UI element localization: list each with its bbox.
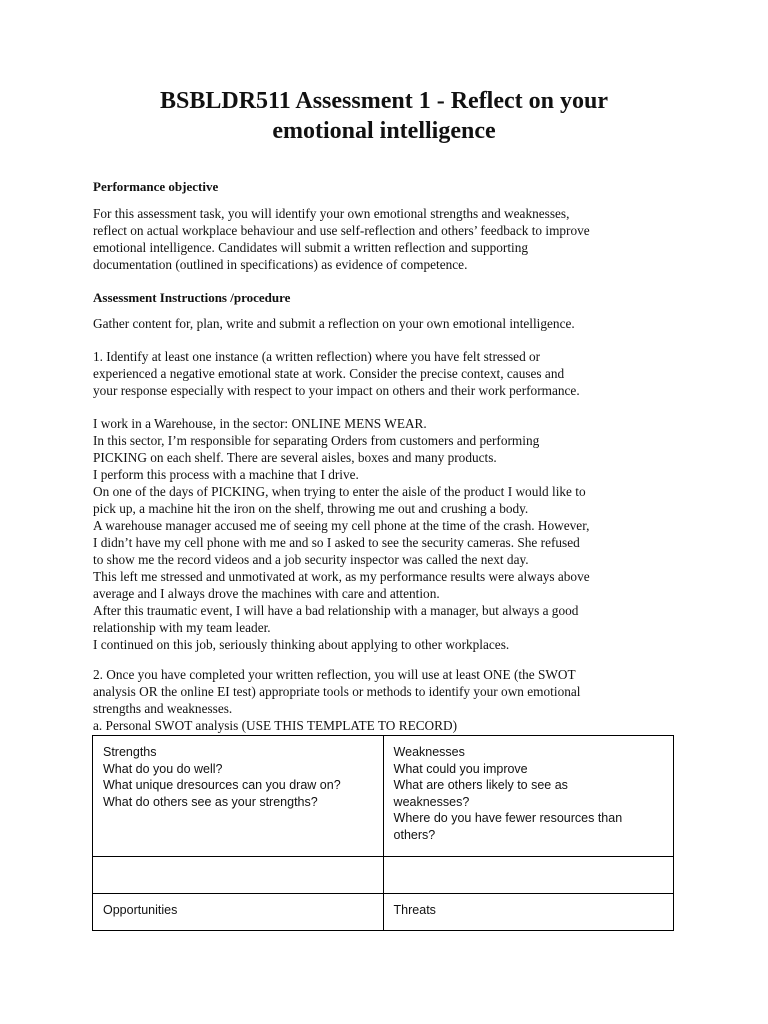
- reflection-line: I work in a Warehouse, in the sector: ONLINE MENS WEAR.: [93, 416, 427, 431]
- paragraph-line: reflect on actual workplace behaviour and use self-reflection and others’ feedback to improve: [93, 223, 590, 238]
- strengths-cell: [93, 736, 384, 857]
- title-line: BSBLDR511 Assessment 1 - Reflect on your: [160, 88, 608, 114]
- reflection-line: average and I always drove the machines with care and attention.: [93, 586, 440, 601]
- strengths-answer-cell[interactable]: [93, 857, 384, 894]
- reflection-line: After this traumatic event, I will have a bad relationship with a manager, but always a good: [93, 603, 579, 618]
- paragraph-line: Gather content for, plan, write and submit a reflection on your own emotional intelligence.: [93, 316, 575, 331]
- weaknesses-prompt: Where do you have fewer resources than: [393, 811, 623, 825]
- weaknesses-prompt: What could you improve: [393, 761, 528, 776]
- instruction-item-1: [93, 348, 683, 399]
- reflection-line: PICKING on each shelf. There are several aisles, boxes and many products.: [93, 450, 497, 465]
- strengths-label: Strengths: [103, 745, 157, 759]
- weaknesses-answer-cell[interactable]: [383, 857, 673, 894]
- strengths-prompt: What do others see as your strengths?: [103, 794, 318, 809]
- swot-row: [93, 894, 674, 931]
- opportunities-cell: [93, 894, 384, 931]
- title-line: emotional intelligence: [272, 118, 496, 144]
- swot-table: [92, 735, 674, 931]
- weaknesses-prompt: others?: [393, 827, 436, 842]
- reflection-line: I continued on this job, seriously thinking about applying to other workplaces.: [93, 637, 510, 652]
- performance-objective-paragraph: [93, 205, 683, 273]
- paragraph-line: 2. Once you have completed your written reflection, you will use at least ONE (the SWOT: [93, 667, 576, 682]
- weaknesses-label: Weaknesses: [393, 745, 465, 759]
- paragraph-line: experienced a negative emotional state at work. Consider the precise context, causes and: [93, 366, 565, 381]
- instructions-intro: [93, 315, 683, 332]
- reflection-line: pick up, a machine hit the iron on the shelf, throwing me out and crushing a body.: [93, 501, 529, 516]
- paragraph-line: For this assessment task, you will identify your own emotional strengths and weaknesses,: [93, 206, 570, 221]
- written-reflection: [93, 415, 683, 653]
- reflection-line: This left me stressed and unmotivated at work, as my performance results were always above: [93, 569, 590, 584]
- paragraph-line: documentation (outlined in specifications) as evidence of competence.: [93, 257, 468, 272]
- reflection-line: relationship with my team leader.: [93, 620, 271, 635]
- paragraph-line: 1. Identify at least one instance (a written reflection) where you have felt stressed or: [93, 349, 541, 364]
- weaknesses-cell: [383, 736, 673, 857]
- performance-objective-heading: Performance objective: [93, 179, 219, 194]
- reflection-line: I didn’t have my cell phone with me and so I asked to see the security cameras. She refused: [93, 535, 580, 550]
- weaknesses-prompt: What are others likely to see as: [393, 778, 568, 792]
- reflection-line: On one of the days of PICKING, when trying to enter the aisle of the product I would like to: [93, 484, 586, 499]
- opportunities-label: Opportunities: [103, 903, 178, 917]
- swot-row: [93, 857, 674, 894]
- reflection-line: I perform this process with a machine that I drive.: [93, 467, 359, 482]
- instruction-item-2: [93, 666, 683, 734]
- weaknesses-prompt: weaknesses?: [393, 794, 470, 809]
- strengths-prompt: What do you do well?: [103, 761, 223, 776]
- threats-cell: [383, 894, 673, 931]
- paragraph-line: strengths and weaknesses.: [93, 701, 233, 716]
- instructions-heading: Assessment Instructions /procedure: [93, 290, 291, 305]
- paragraph-line: analysis OR the online EI test) appropriate tools or methods to identify your own emotional: [93, 684, 581, 699]
- paragraph-line: a. Personal SWOT analysis (USE THIS TEMPLATE TO RECORD): [93, 718, 458, 733]
- strengths-prompt: What unique dresources can you draw on?: [103, 778, 341, 792]
- swot-row: [93, 736, 674, 857]
- paragraph-line: emotional intelligence. Candidates will submit a written reflection and supporting: [93, 240, 528, 255]
- reflection-line: In this sector, I’m responsible for separating Orders from customers and performing: [93, 433, 540, 448]
- reflection-line: A warehouse manager accused me of seeing my cell phone at the time of the crash. However,: [93, 518, 590, 533]
- reflection-line: to show me the record videos and a job security inspector was called the next day.: [93, 552, 529, 567]
- threats-label: Threats: [393, 903, 436, 917]
- paragraph-line: your response especially with respect to your impact on others and their work performance.: [93, 383, 580, 398]
- document-title: [0, 86, 768, 146]
